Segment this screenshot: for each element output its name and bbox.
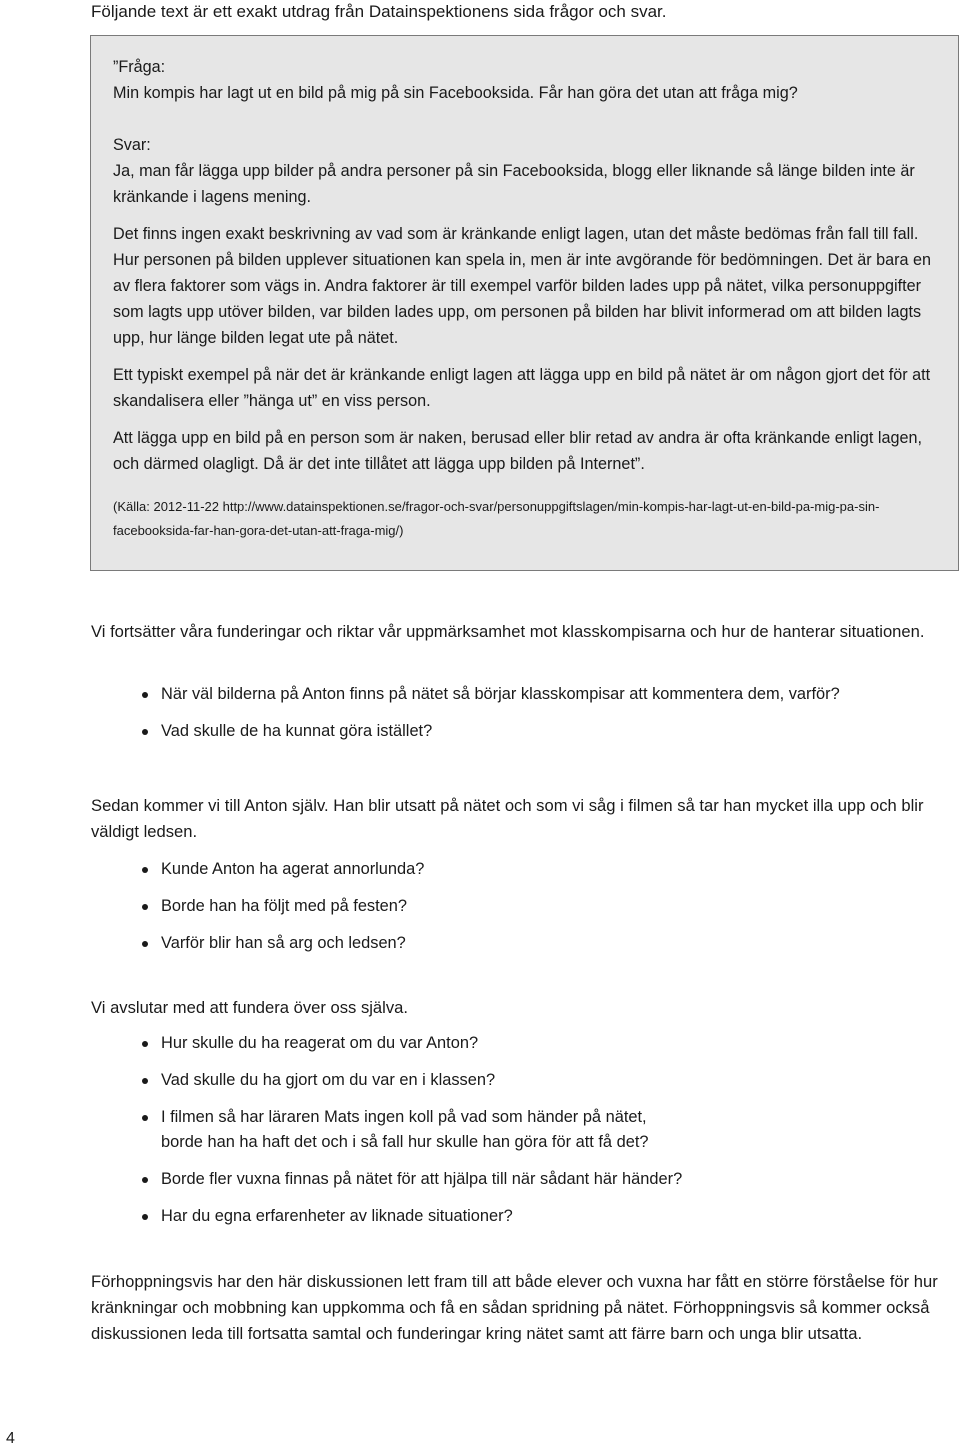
list-item: När väl bilderna på Anton finns på nätet så börjar klasskompisar att kommentera dem, varför? — [91, 682, 951, 707]
list-item: Kunde Anton ha agerat annorlunda? — [91, 857, 951, 882]
section-3-bullets — [91, 1031, 951, 1241]
answer-paragraph-3: Ett typiskt exempel på när det är kränkande enligt lagen att lägga upp en bild på nätet är om någon gjort det för att skandalisera eller ”hänga ut” en viss person. — [113, 366, 931, 410]
page-number: 4 — [6, 1430, 15, 1447]
answer-paragraph-1: Ja, man får lägga upp bilder på andra personer på sin Facebooksida, blogg eller liknande så länge bilden inte är kränkande i lagens mening. — [113, 162, 915, 206]
list-item: Har du egna erfarenheter av liknade situationer? — [91, 1204, 951, 1229]
answer-paragraph-4: Att lägga upp en bild på en person som är naken, berusad eller blir retad av andra är ofta kränkande enligt lagen, och därmed olagligt. Då är det inte tillåtet att lägga upp bilden på Internet”. — [113, 429, 922, 473]
question-text: Min kompis har lagt ut en bild på mig på sin Facebooksida. Får han göra det utan att fråga mig? — [113, 84, 798, 102]
list-item: Borde fler vuxna finnas på nätet för att hjälpa till när sådant här händer? — [91, 1167, 951, 1192]
list-item: Borde han ha följt med på festen? — [91, 894, 951, 919]
answer-label: Svar: — [113, 136, 151, 154]
section-3-text: Vi avslutar med att fundera över oss själva. — [91, 998, 408, 1017]
list-item: Vad skulle du ha gjort om du var en i klassen? — [91, 1068, 951, 1093]
section-1-text: Vi fortsätter våra funderingar och riktar vår uppmärksamhet mot klasskompisarna och hur de hanterar situationen. — [91, 622, 925, 641]
section-2-text: Sedan kommer vi till Anton själv. Han blir utsatt på nätet och som vi såg i filmen så tar han mycket illa upp och blir väldigt ledsen. — [91, 796, 924, 841]
intro-text: Följande text är ett exakt utdrag från Datainspektionens sida frågor och svar. — [91, 2, 667, 21]
closing-text: Förhoppningsvis har den här diskussionen lett fram till att både elever och vuxna har fått en större förståelse för hur kränkningar och mobbning kan uppkomma och få en sådan spridning på nätet. Förhoppningsvis så kommer också diskussionen leda till fortsatta samtal och funderingar kring nätet samt att färre barn och unga blir utsatta. — [91, 1272, 938, 1343]
list-item: Varför blir han så arg och ledsen? — [91, 931, 951, 956]
list-item: I filmen så har läraren Mats ingen koll på vad som händer på nätet, borde han ha haft det och i så fall hur skulle han göra för att få det? — [91, 1105, 951, 1155]
answer-paragraph-2: Det finns ingen exakt beskrivning av vad som är kränkande enligt lagen, utan det måste bedömas från fall till fall. Hur personen på bilden upplever situationen kan spela in, men är inte avgörande för bedömningen. Det är bara en av flera faktorer som vägs in. Andra faktorer är till exempel varför bilden lades upp på nätet, vilka personuppgifter som lagts upp utöver bilden, var bilden lades upp, om personen på bilden har blivit informerad om att bilden lagts upp, hur länge bilden legat ute på nätet. — [113, 225, 931, 347]
section-1-bullets — [91, 682, 951, 756]
quote-box — [90, 35, 959, 571]
list-item: Vad skulle de ha kunnat göra istället? — [91, 719, 951, 744]
section-2-bullets — [91, 857, 951, 968]
source-citation: (Källa: 2012-11-22 http://www.datainspektionen.se/fragor-och-svar/personuppgiftslagen/min-kompis-har-lagt-ut-en-bild-pa-mig-pa-sin-facebooksida-far-han-gora-det-utan-att-fraga-mig/) — [113, 499, 880, 538]
question-label: ”Fråga: — [113, 58, 166, 76]
list-item: Hur skulle du ha reagerat om du var Anton? — [91, 1031, 951, 1056]
